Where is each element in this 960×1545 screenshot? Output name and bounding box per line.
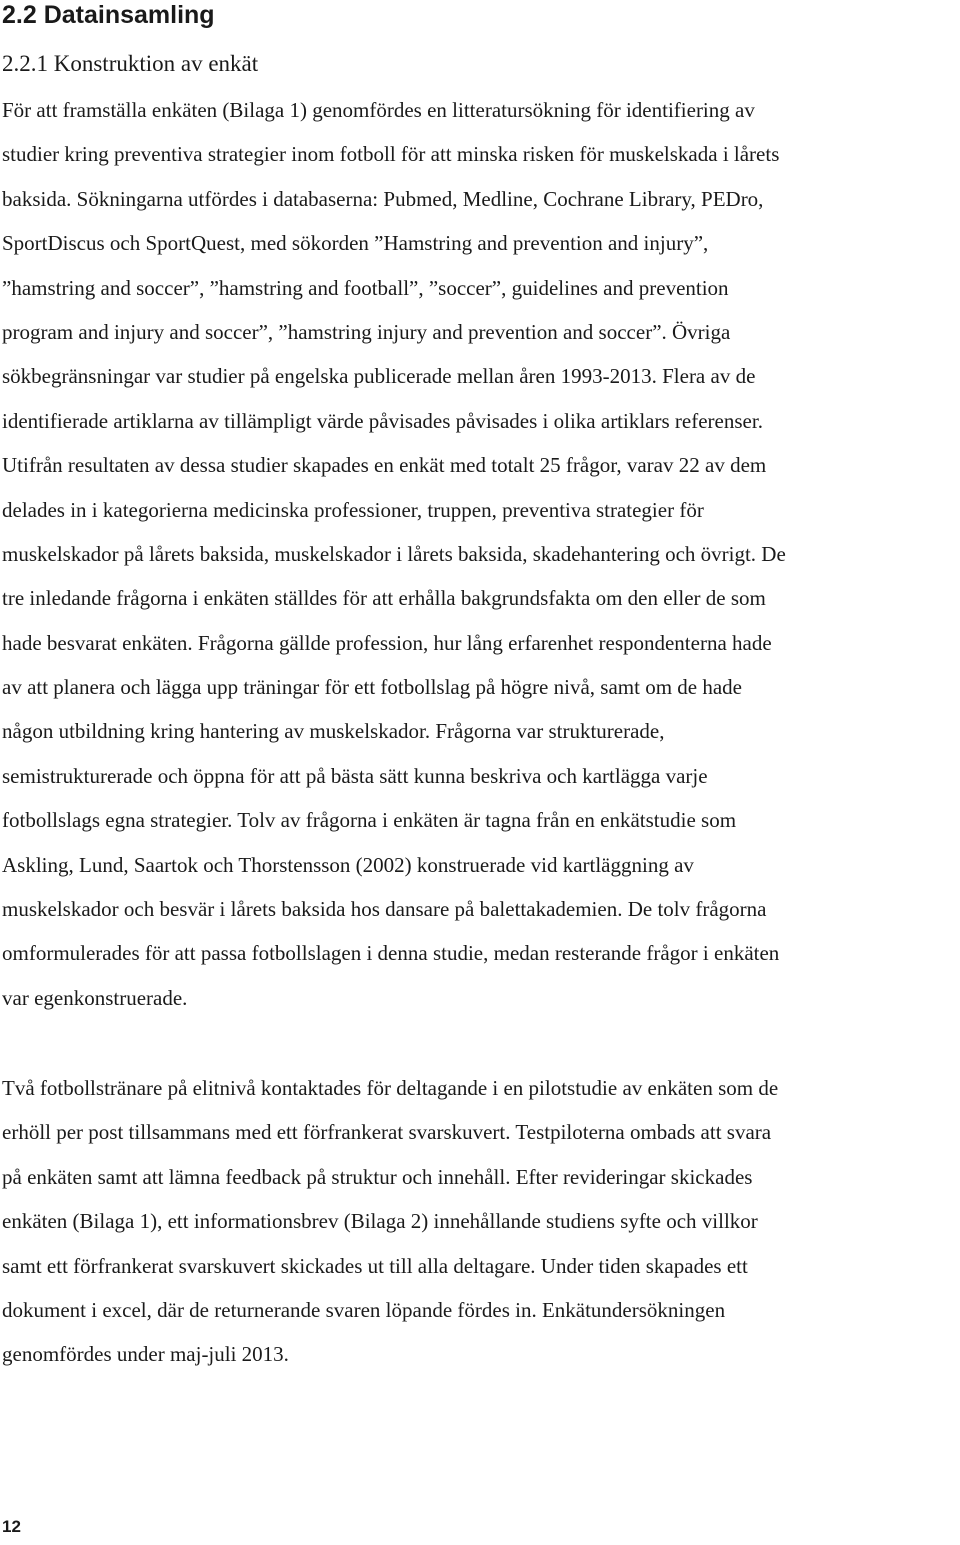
text-line: var egenkonstruerade. (2, 985, 188, 1010)
text-line: SportDiscus och SportQuest, med sökorden ”Hamstring and prevention and injury”, (2, 231, 709, 256)
text-line: av att planera och lägga upp träningar för ett fotbollslag på högre nivå, samt om de hade (2, 675, 742, 700)
body-paragraph-1 (2, 88, 958, 1020)
text-line: erhöll per post tillsammans med ett förfrankerat svarskuvert. Testpiloterna ombads att svara (2, 1120, 772, 1145)
text-line: omformulerades för att passa fotbollslagen i denna studie, medan resterande frågor i enkäten (2, 941, 780, 966)
text-line: identifierade artiklarna av tillämpligt värde påvisades påvisades i olika artiklars referenser. (2, 408, 763, 433)
text-line: samt ett förfrankerat svarskuvert skickades ut till alla deltagare. Under tiden skapades ett (2, 1253, 748, 1278)
text-line: program and injury and soccer”, ”hamstring injury and prevention and soccer”. Övriga (2, 319, 731, 344)
subsection-heading: 2.2.1 Konstruktion av enkät (2, 51, 259, 76)
text-line: någon utbildning kring hantering av muskelskador. Frågorna var strukturerade, (2, 719, 665, 744)
page-number: 12 (2, 1517, 21, 1536)
text-line: Askling, Lund, Saartok och Thorstensson (2002) konstruerade vid kartläggning av (2, 852, 694, 877)
text-line: För att framställa enkäten (Bilaga 1) genomfördes en litteratursökning för identifiering av (2, 98, 755, 122)
text-line: på enkäten samt att lämna feedback på struktur och innehåll. Efter revideringar skickades (2, 1164, 753, 1189)
text-line: enkäten (Bilaga 1), ett informationsbrev (Bilaga 2) innehållande studiens syfte och villkor (2, 1209, 758, 1234)
text-line: semistrukturerade och öppna för att på bästa sätt kunna beskriva och kartlägga varje (2, 763, 708, 788)
body-paragraph-2 (2, 1066, 958, 1377)
text-line: hade besvarat enkäten. Frågorna gällde profession, hur lång erfarenhet respondenterna hade (2, 630, 772, 655)
text-line: Utifrån resultaten av dessa studier skapades en enkät med totalt 25 frågor, varav 22 av dem (2, 453, 767, 478)
text-line: genomfördes under maj-juli 2013. (2, 1342, 289, 1367)
text-line: muskelskador på lårets baksida, muskelskador i lårets baksida, skadehantering och övrigt. De (2, 541, 786, 566)
text-line: delades in i kategorierna medicinska professioner, truppen, preventiva strategier för (2, 497, 704, 522)
text-line: fotbollslags egna strategier. Tolv av frågorna i enkäten är tagna från en enkätstudie som (2, 808, 737, 833)
text-line: baksida. Sökningarna utfördes i databaserna: Pubmed, Medline, Cochrane Library, PEDro, (2, 186, 764, 211)
text-line: studier kring preventiva strategier inom fotboll för att minska risken för muskelskada i lårets (2, 142, 780, 167)
text-line: ”hamstring and soccer”, ”hamstring and football”, ”soccer”, guidelines and prevention (2, 275, 729, 300)
text-line: tre inledande frågorna i enkäten ställdes för att erhålla bakgrundsfakta om den eller de som (2, 586, 766, 611)
text-line: Två fotbollstränare på elitnivå kontaktades för deltagande i en pilotstudie av enkäten som de (2, 1076, 779, 1100)
text-line: muskelskador och besvär i lårets baksida hos dansare på balettakademien. De tolv frågorna (2, 897, 767, 922)
text-line: sökbegränsningar var studier på engelska publicerade mellan åren 1993-2013. Flera av de (2, 364, 756, 389)
section-heading: 2.2 Datainsamling (2, 1, 215, 29)
text-line: dokument i excel, där de returnerande svaren löpande fördes in. Enkätundersökningen (2, 1297, 726, 1322)
